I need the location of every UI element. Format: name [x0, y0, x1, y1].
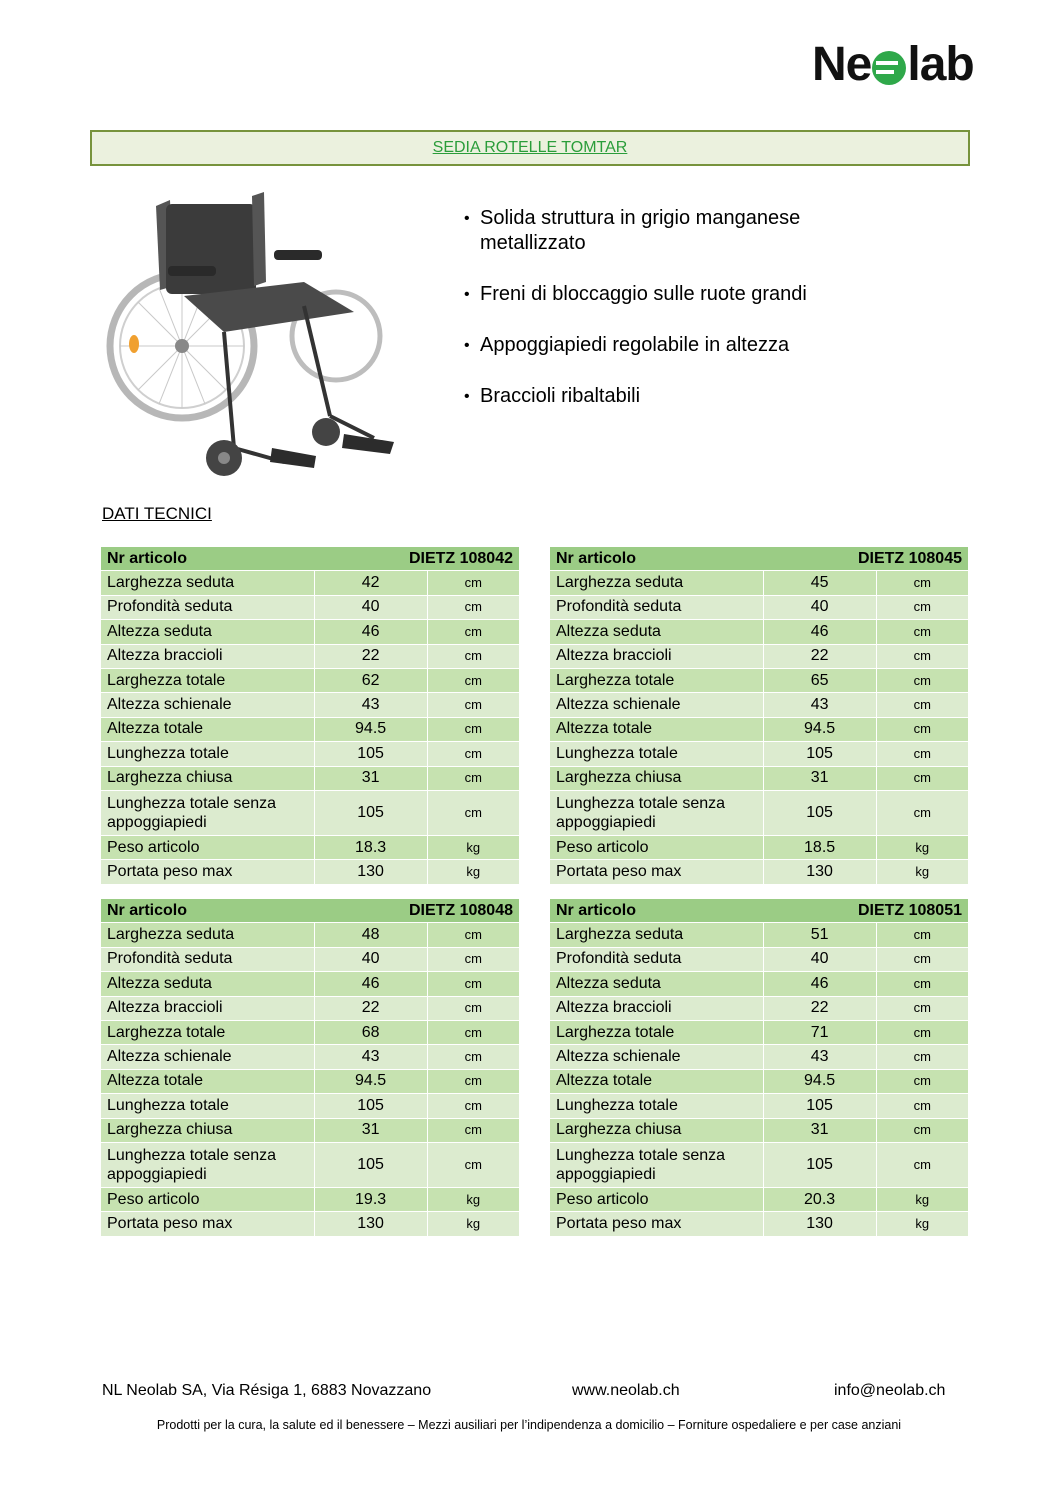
spec-unit: kg [876, 1212, 968, 1236]
spec-label: Lunghezza totale [550, 742, 763, 766]
spec-label: Larghezza chiusa [101, 1118, 314, 1142]
table-row [550, 923, 968, 947]
footer-address: NL Neolab SA, Via Résiga 1, 6883 Novazzano [102, 1382, 432, 1399]
spec-value: 20.3 [763, 1187, 876, 1211]
table-row [550, 668, 968, 692]
feature-item: • Braccioli ribaltabili [462, 384, 902, 409]
table-row [550, 1045, 968, 1069]
spec-value: 40 [763, 595, 876, 619]
spec-unit: cm [876, 1094, 968, 1118]
feature-list [462, 206, 902, 435]
spec-value: 105 [763, 1094, 876, 1118]
table-row [101, 1094, 519, 1118]
spec-label: Portata peso max [550, 1212, 763, 1236]
spec-label: Altezza totale [550, 1069, 763, 1093]
spec-unit: cm [876, 644, 968, 668]
spec-label: Lunghezza totale senza appoggiapiedi [550, 790, 763, 835]
spec-value: 42 [314, 571, 427, 595]
spec-unit: cm [876, 571, 968, 595]
table-row [101, 1045, 519, 1069]
spec-label: Altezza braccioli [550, 996, 763, 1020]
spec-unit: cm [427, 595, 519, 619]
product-title: SEDIA ROTELLE TOMTAR [90, 130, 970, 166]
spec-unit: cm [876, 1118, 968, 1142]
table-row [101, 1118, 519, 1142]
spec-value: 105 [763, 790, 876, 835]
spec-label: Larghezza seduta [550, 923, 763, 947]
spec-label: Lunghezza totale [101, 1094, 314, 1118]
spec-unit: cm [876, 620, 968, 644]
spec-value: 46 [763, 972, 876, 996]
spec-value: 45 [763, 571, 876, 595]
table-row [550, 1142, 968, 1187]
table-row [101, 790, 519, 835]
table-row [101, 1069, 519, 1093]
spec-value: 46 [763, 620, 876, 644]
spec-unit: cm [427, 1069, 519, 1093]
article-number-label: Nr articolo [101, 547, 314, 571]
table-row [101, 766, 519, 790]
spec-value: 105 [763, 1142, 876, 1187]
spec-label: Portata peso max [550, 860, 763, 884]
spec-value: 130 [763, 1212, 876, 1236]
spec-label: Altezza totale [101, 717, 314, 741]
table-row [550, 835, 968, 859]
spec-unit: cm [427, 742, 519, 766]
table-row [550, 1118, 968, 1142]
spec-unit: kg [876, 860, 968, 884]
spec-label: Altezza braccioli [101, 644, 314, 668]
spec-value: 105 [314, 1094, 427, 1118]
spec-unit: cm [427, 972, 519, 996]
spec-unit: cm [427, 790, 519, 835]
spec-unit: cm [876, 693, 968, 717]
table-row [550, 742, 968, 766]
spec-unit: cm [427, 668, 519, 692]
spec-unit: cm [876, 1020, 968, 1044]
spec-value: 130 [314, 860, 427, 884]
spec-unit: cm [427, 644, 519, 668]
spec-unit: kg [427, 835, 519, 859]
spec-label: Altezza seduta [101, 972, 314, 996]
spec-label: Lunghezza totale senza appoggiapiedi [550, 1142, 763, 1187]
spec-label: Peso articolo [550, 835, 763, 859]
spec-value: 31 [314, 1118, 427, 1142]
spec-value: 105 [314, 742, 427, 766]
spec-label: Altezza schienale [101, 693, 314, 717]
spec-label: Altezza schienale [550, 1045, 763, 1069]
table-row [550, 595, 968, 619]
table-header-row [550, 547, 968, 571]
spec-unit: cm [876, 742, 968, 766]
spec-value: 31 [763, 1118, 876, 1142]
spec-unit: kg [876, 835, 968, 859]
spec-label: Portata peso max [101, 1212, 314, 1236]
spec-value: 40 [314, 947, 427, 971]
spec-label: Larghezza totale [550, 668, 763, 692]
spec-value: 22 [314, 996, 427, 1020]
spec-label: Altezza totale [550, 717, 763, 741]
spec-value: 43 [763, 693, 876, 717]
spec-value: 18.5 [763, 835, 876, 859]
spec-label: Profondità seduta [101, 947, 314, 971]
table-row [550, 571, 968, 595]
spec-label: Lunghezza totale [101, 742, 314, 766]
table-row [550, 717, 968, 741]
spec-table-108042 [101, 547, 519, 885]
table-row [101, 860, 519, 884]
table-row [550, 644, 968, 668]
spec-value: 130 [314, 1212, 427, 1236]
spec-value: 19.3 [314, 1187, 427, 1211]
spec-unit: cm [427, 571, 519, 595]
table-row [101, 996, 519, 1020]
table-header-row [550, 899, 968, 923]
section-heading: DATI TECNICI [102, 504, 212, 523]
spec-unit: cm [427, 620, 519, 644]
spec-value: 46 [314, 972, 427, 996]
spec-unit: cm [876, 717, 968, 741]
table-header-row [101, 899, 519, 923]
table-row [550, 1094, 968, 1118]
spec-table-108048 [101, 899, 519, 1237]
spec-unit: cm [427, 766, 519, 790]
spec-unit: cm [876, 790, 968, 835]
spec-label: Peso articolo [550, 1187, 763, 1211]
spec-unit: cm [876, 1142, 968, 1187]
spec-value: 130 [763, 860, 876, 884]
table-row [101, 644, 519, 668]
footer-email-link[interactable]: info@neolab.ch [834, 1382, 946, 1399]
spec-unit: cm [427, 717, 519, 741]
spec-label: Peso articolo [101, 1187, 314, 1211]
footer-tagline: Prodotti per la cura, la salute ed il benessere – Mezzi ausiliari per l’indipendenza a domicilio – Forniture ospedaliere e per case anziani [156, 1418, 902, 1432]
spec-value: 62 [314, 668, 427, 692]
table-row [550, 1187, 968, 1211]
spec-label: Altezza braccioli [550, 644, 763, 668]
table-header-row [101, 547, 519, 571]
table-row [101, 835, 519, 859]
spec-label: Profondità seduta [550, 595, 763, 619]
spec-table-108051 [550, 899, 968, 1237]
spec-value: 105 [763, 742, 876, 766]
spec-unit: cm [876, 1069, 968, 1093]
table-row [550, 860, 968, 884]
wheelchair-photo [104, 186, 400, 486]
spec-unit: cm [427, 996, 519, 1020]
spec-value: 40 [314, 595, 427, 619]
spec-value: 22 [763, 996, 876, 1020]
article-number-label: Nr articolo [550, 547, 763, 571]
table-row [550, 947, 968, 971]
spec-value: 105 [314, 1142, 427, 1187]
spec-value: 94.5 [763, 717, 876, 741]
spec-unit: cm [427, 1020, 519, 1044]
table-row [550, 693, 968, 717]
table-row [550, 996, 968, 1020]
spec-value: 94.5 [763, 1069, 876, 1093]
spec-unit: cm [427, 693, 519, 717]
spec-value: 94.5 [314, 717, 427, 741]
spec-value: 105 [314, 790, 427, 835]
spec-value: 31 [763, 766, 876, 790]
neolab-logo: Ne lab [812, 37, 974, 91]
spec-value: 22 [314, 644, 427, 668]
table-row [550, 1212, 968, 1236]
table-row [101, 717, 519, 741]
table-row [550, 790, 968, 835]
feature-item: • Solida struttura in grigio manganese metallizzato [462, 206, 902, 256]
spec-value: 31 [314, 766, 427, 790]
table-row [101, 693, 519, 717]
table-row [101, 742, 519, 766]
spec-label: Larghezza totale [101, 668, 314, 692]
spec-unit: cm [876, 1045, 968, 1069]
spec-label: Larghezza seduta [101, 923, 314, 947]
spec-unit: cm [427, 923, 519, 947]
spec-label: Altezza seduta [101, 620, 314, 644]
spec-label: Altezza seduta [550, 972, 763, 996]
spec-unit: cm [427, 947, 519, 971]
spec-label: Lunghezza totale [550, 1094, 763, 1118]
spec-label: Altezza totale [101, 1069, 314, 1093]
spec-value: 43 [314, 693, 427, 717]
spec-unit: cm [876, 595, 968, 619]
table-row [550, 620, 968, 644]
spec-label: Larghezza seduta [101, 571, 314, 595]
spec-value: 68 [314, 1020, 427, 1044]
feature-item: • Appoggiapiedi regolabile in altezza [462, 333, 902, 358]
spec-unit: kg [427, 860, 519, 884]
spec-unit: cm [427, 1142, 519, 1187]
spec-value: 65 [763, 668, 876, 692]
spec-unit: cm [427, 1045, 519, 1069]
spec-value: 48 [314, 923, 427, 947]
table-row [101, 668, 519, 692]
table-row [550, 1069, 968, 1093]
spec-label: Altezza braccioli [101, 996, 314, 1020]
spec-unit: kg [427, 1187, 519, 1211]
spec-unit: kg [876, 1187, 968, 1211]
article-id: DIETZ 108045 [763, 547, 968, 571]
article-id: DIETZ 108042 [314, 547, 519, 571]
spec-unit: cm [876, 996, 968, 1020]
table-row [101, 1020, 519, 1044]
footer-website-link[interactable]: www.neolab.ch [572, 1382, 680, 1399]
spec-label: Peso articolo [101, 835, 314, 859]
spec-label: Lunghezza totale senza appoggiapiedi [101, 790, 314, 835]
table-row [550, 972, 968, 996]
spec-unit: cm [876, 947, 968, 971]
spec-unit: cm [876, 923, 968, 947]
article-number-label: Nr articolo [101, 899, 314, 923]
table-row [101, 923, 519, 947]
table-row [101, 1212, 519, 1236]
table-row [101, 620, 519, 644]
spec-label: Altezza schienale [101, 1045, 314, 1069]
spec-label: Larghezza chiusa [550, 766, 763, 790]
spec-label: Profondità seduta [550, 947, 763, 971]
spec-label: Profondità seduta [101, 595, 314, 619]
spec-label: Larghezza totale [101, 1020, 314, 1044]
spec-value: 51 [763, 923, 876, 947]
article-id: DIETZ 108051 [763, 899, 968, 923]
spec-unit: cm [876, 766, 968, 790]
spec-value: 71 [763, 1020, 876, 1044]
spec-label: Portata peso max [101, 860, 314, 884]
spec-label: Larghezza chiusa [550, 1118, 763, 1142]
table-row [101, 972, 519, 996]
spec-unit: kg [427, 1212, 519, 1236]
spec-value: 43 [314, 1045, 427, 1069]
spec-label: Altezza seduta [550, 620, 763, 644]
spec-value: 43 [763, 1045, 876, 1069]
logo-o-icon [872, 51, 906, 85]
spec-label: Larghezza chiusa [101, 766, 314, 790]
spec-value: 46 [314, 620, 427, 644]
spec-label: Altezza schienale [550, 693, 763, 717]
spec-unit: cm [427, 1118, 519, 1142]
article-id: DIETZ 108048 [314, 899, 519, 923]
spec-label: Larghezza seduta [550, 571, 763, 595]
spec-value: 22 [763, 644, 876, 668]
spec-unit: cm [876, 668, 968, 692]
table-row [101, 1187, 519, 1211]
table-row [550, 766, 968, 790]
table-row [101, 1142, 519, 1187]
spec-value: 94.5 [314, 1069, 427, 1093]
spec-label: Larghezza totale [550, 1020, 763, 1044]
spec-value: 18.3 [314, 835, 427, 859]
table-row [101, 571, 519, 595]
table-row [101, 947, 519, 971]
table-row [101, 595, 519, 619]
spec-table-108045 [550, 547, 968, 885]
spec-unit: cm [876, 972, 968, 996]
article-number-label: Nr articolo [550, 899, 763, 923]
feature-item: • Freni di bloccaggio sulle ruote grandi [462, 282, 902, 307]
spec-unit: cm [427, 1094, 519, 1118]
table-row [550, 1020, 968, 1044]
spec-label: Lunghezza totale senza appoggiapiedi [101, 1142, 314, 1187]
spec-value: 40 [763, 947, 876, 971]
